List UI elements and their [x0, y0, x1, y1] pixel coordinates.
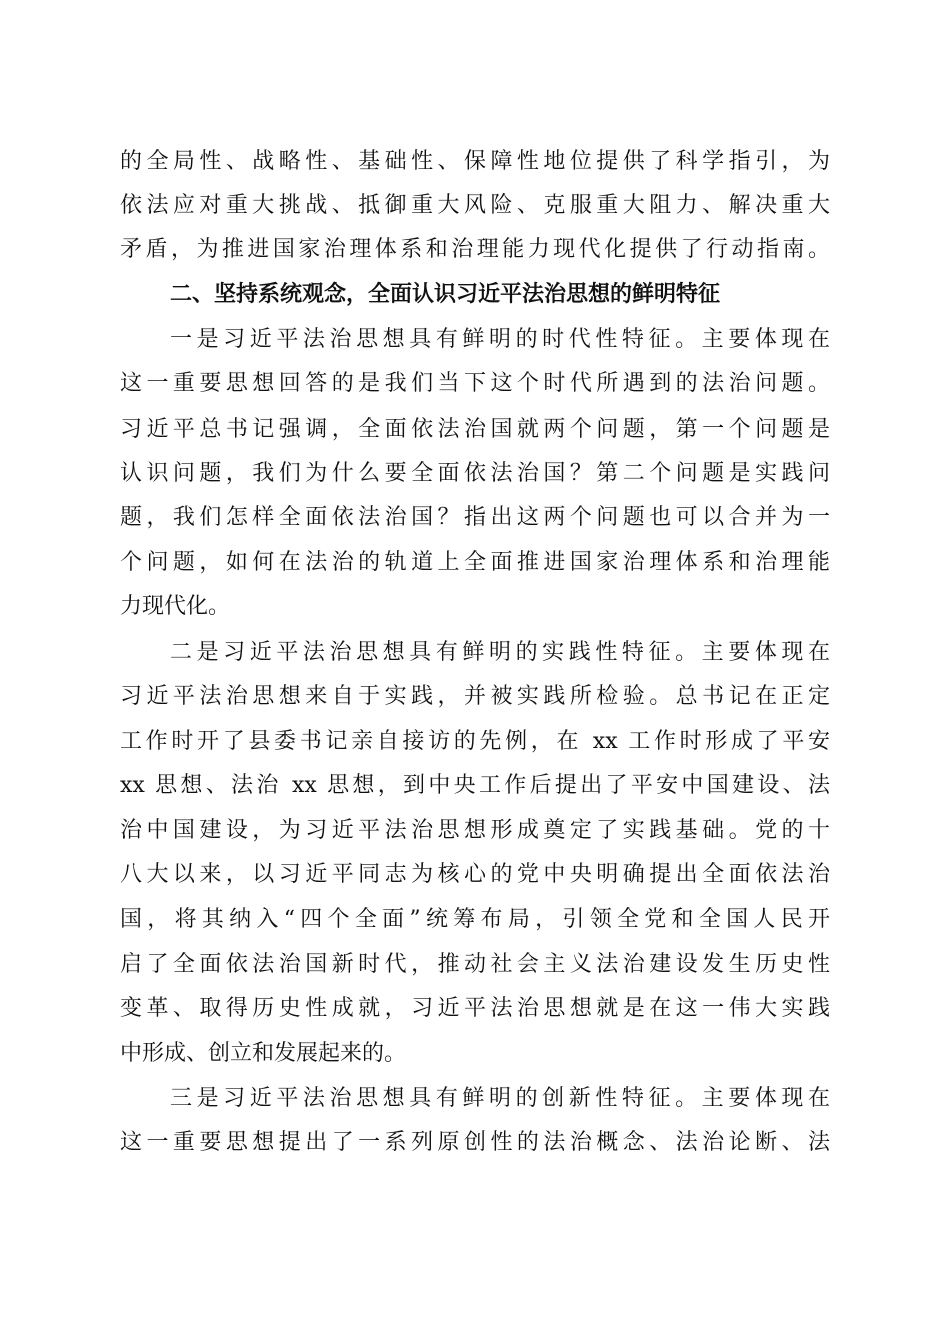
- paragraph-first-line: 二是习近平法治思想具有鲜明的实践性特征。主要体现在: [170, 640, 830, 665]
- body-text-line: 的全局性、战略性、基础性、保障性地位提供了科学指引，为: [120, 149, 830, 174]
- paragraph-first-line: 三是习近平法治思想具有鲜明的创新性特征。主要体现在: [170, 1086, 830, 1111]
- body-text-line: 个问题，如何在法治的轨道上全面推进国家治理体系和治理能: [120, 550, 830, 575]
- body-text-line: 启了全面依法治国新时代，推动社会主义法治建设发生历史性: [120, 952, 830, 977]
- body-text-line: xx 思想、法治 xx 思想，到中央工作后提出了平安中国建设、法: [120, 773, 830, 798]
- paragraph-last-line: 力现代化。: [120, 594, 231, 619]
- section-heading: 二、坚持系统观念，全面认识习近平法治思想的鲜明特征: [170, 282, 721, 307]
- body-text-line: 这一重要思想回答的是我们当下这个时代所遇到的法治问题。: [120, 371, 830, 396]
- body-text-line: 变革、取得历史性成就，习近平法治思想就是在这一伟大实践: [120, 996, 830, 1021]
- body-text-line: 习近平总书记强调，全面依法治国就两个问题，第一个问题是: [120, 417, 830, 442]
- body-text-line: 八大以来，以习近平同志为核心的党中央明确提出全面依法治: [120, 862, 830, 887]
- body-text-line: 治中国建设，为习近平法治思想形成奠定了实践基础。党的十: [120, 818, 830, 843]
- body-text-line: 认识问题，我们为什么要全面依法治国？第二个问题是实践问: [120, 461, 830, 486]
- paragraph-last-line: 中形成、创立和发展起来的。: [120, 1041, 407, 1066]
- body-text-line: 矛盾，为推进国家治理体系和治理能力现代化提供了行动指南。: [120, 237, 830, 262]
- body-text-line: 工作时开了县委书记亲自接访的先例，在 xx 工作时形成了平安: [120, 729, 830, 754]
- body-text-line: 国，将其纳入“四个全面”统筹布局，引领全党和全国人民开: [120, 907, 830, 932]
- body-text-line: 题，我们怎样全面依法治国？指出这两个问题也可以合并为一: [120, 505, 830, 530]
- body-text-line: 这一重要思想提出了一系列原创性的法治概念、法治论断、法: [120, 1130, 830, 1155]
- body-text-line: 习近平法治思想来自于实践，并被实践所检验。总书记在正定: [120, 684, 830, 709]
- body-text-line: 依法应对重大挑战、抵御重大风险、克服重大阻力、解决重大: [120, 193, 830, 218]
- paragraph-first-line: 一是习近平法治思想具有鲜明的时代性特征。主要体现在: [170, 327, 830, 352]
